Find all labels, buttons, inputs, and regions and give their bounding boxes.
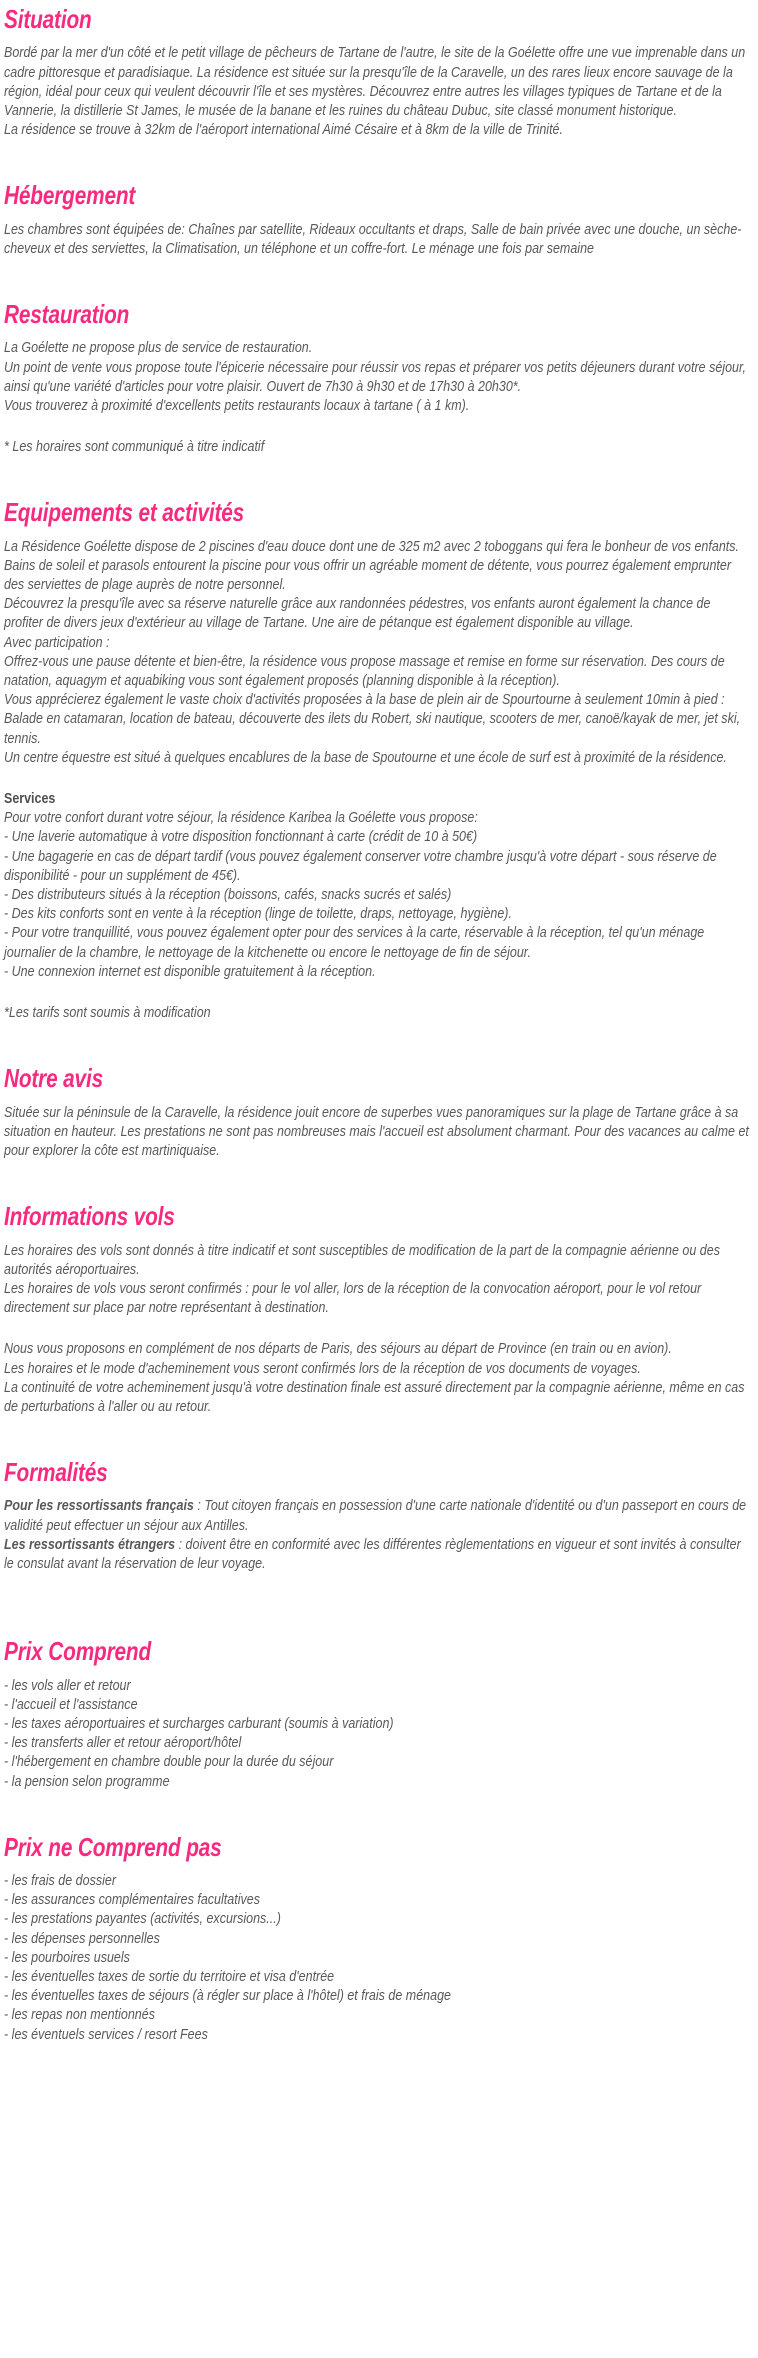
vols-paragraph-2: Les horaires de vols vous seront confirmés : pour le vol aller, lors de la réception de la convocation aéroport, pour le vol retour directement sur place par notre représentant à destination. <box>4 1280 702 1317</box>
section-title-equipements: Equipements et activités <box>4 497 245 528</box>
prix-comprend-item-5: - l'hébergement en chambre double pour la durée du séjour <box>4 1754 334 1771</box>
situation-title-wrap <box>4 6 750 33</box>
services-heading: Services <box>4 791 56 808</box>
prix-ne-comprend-item-8: - les repas non mentionnés <box>4 2007 155 2024</box>
prix-comprend-item-4: - les transferts aller et retour aéroport/hôtel <box>4 1735 242 1752</box>
section-informations-vols <box>4 1203 750 1417</box>
restauration-paragraph-3: Vous trouverez à proximité d'excellents petits restaurants locaux à tartane ( à 1 km). <box>4 397 470 414</box>
situation-paragraph-2: La résidence se trouve à 32km de l'aéroport international Aimé Césaire et à 8km de la ville de Trinité. <box>4 122 563 139</box>
formalites-entry-2-text: : doivent être en conformité avec les différentes règlementations en vigueur et sont invités à consulter le consulat avant la réservation de leur voyage. <box>4 1536 741 1573</box>
notre-avis-paragraph-1: Située sur la péninsule de la Caravelle, la résidence jouit encore de superbes vues panoramiques sur la plage de Tartane grâce à sa situation en hauteur. Les prestations ne sont pas nombreuses mais l'accueil est absolument charmant. Pour des vacances au calme et pour explorer la côte est martiniquaise. <box>4 1104 749 1159</box>
prix-ne-comprend-item-3: - les prestations payantes (activités, excursions...) <box>4 1911 281 1928</box>
restauration-title-wrap <box>4 301 750 328</box>
prix-comprend-item-6: - la pension selon programme <box>4 1773 170 1790</box>
equipements-title-wrap <box>4 499 750 526</box>
prix-ne-comprend-pas-title-wrap <box>4 1831 750 1862</box>
section-hebergement <box>4 182 750 259</box>
equipements-paragraph-2: Découvrez la presqu'île avec sa réserve naturelle grâce aux randonnées pédestres, vos enfants auront également la chance de profiter de divers jeux d'extérieur au village de Tartane. Une aire de pétanque est également disponible au village. <box>4 596 711 632</box>
vols-paragraph-4: Les horaires et le mode d'acheminement vous seront confirmés lors de la réception de vos documents de voyages. <box>4 1360 641 1377</box>
restauration-paragraph-2: Un point de vente vous propose toute l'épicerie nécessaire pour réussir vos repas et préparer vos petits déjeuners durant votre séjour, ainsi qu'une variété d'articles pour votre plaisir. Ouvert de 7h30 à 9h30 et de 17h30 à 20h30*. <box>4 359 746 395</box>
hebergement-paragraph-1: Les chambres sont équipées de: Chaînes par satellite, Rideaux occultants et draps, Salle de bain privée avec une douche, un sèche-cheveux et des serviettes, la Climatisation, un téléphone et un coffre-fort. Le ménage une fois par semaine <box>4 221 742 257</box>
services-footnote: *Les tarifs sont soumis à modification <box>4 1005 211 1022</box>
section-equipements <box>4 499 750 1023</box>
section-prix-comprend <box>4 1638 750 1792</box>
equipements-paragraph-5: Vous apprécierez également le vaste choix d'activités proposées à la base de plein air de Spourtourne à seulement 10min à pied : Balade en catamaran, location de bateau, découverte des ilets du Robert, ski nautique, scooters de mer, canoë/kayak de mer, jet ski, tennis. <box>4 692 741 747</box>
section-prix-ne-comprend-pas <box>4 1831 750 2045</box>
vols-paragraph-3: Nous vous proposons en complément de nos départs de Paris, des séjours au départ de Province (en train ou en avion). <box>4 1341 672 1358</box>
prix-comprend-item-1: - les vols aller et retour <box>4 1677 131 1694</box>
section-title-formalites: Formalités <box>4 1457 108 1488</box>
prix-comprend-item-3: - les taxes aéroportuaires et surcharges carburant (soumis à variation) <box>4 1715 394 1732</box>
equipements-paragraph-3: Avec participation : <box>4 634 110 651</box>
section-restauration <box>4 301 750 457</box>
services-item-6: - Une connexion internet est disponible gratuitement à la réception. <box>4 963 376 980</box>
prix-ne-comprend-item-1: - les frais de dossier <box>4 1873 117 1890</box>
situation-paragraph-1: Bordé par la mer d'un côté et le petit village de pêcheurs de Tartane de l'autre, le site de la Goélette offre une vue imprenable dans un cadre pittoresque et paradisiaque. La résidence est située sur la presqu'île de la Caravelle, un des rares lieux encore sauvage de la région, idéal pour ceux qui veulent découvrir l'île et ses mystères. Découvrez entre autres les villages typiques de Tartane et de la Vannerie, la distillerie St James, le musée de la banane et les ruines du château Dubuc, site classé monument historique. <box>4 45 746 119</box>
section-notre-avis <box>4 1065 750 1161</box>
formalites-title-wrap <box>4 1459 750 1486</box>
prix-ne-comprend-item-4: - les dépenses personnelles <box>4 1930 160 1947</box>
section-title-informations-vols: Informations vols <box>4 1201 175 1232</box>
notre-avis-title-wrap <box>4 1065 750 1092</box>
formalites-entry-1-text: : Tout citoyen français en possession d'une carte nationale d'identité ou d'un passeport en cours de validité peut effectuer un séjour aux Antilles. <box>4 1498 747 1534</box>
services-item-2: - Une bagagerie en cas de départ tardif (vous pouvez également conserver votre chambre jusqu'à votre départ - sous réserve de disponibilité - pour un supplément de 45€). <box>4 848 717 884</box>
section-title-hebergement: Hébergement <box>4 180 136 211</box>
prix-ne-comprend-item-7: - les éventuelles taxes de séjours (à régler sur place à l'hôtel) et frais de ménage <box>4 1988 452 2005</box>
vols-paragraph-1: Les horaires des vols sont donnés à titre indicatif et sont susceptibles de modification de la part de la compagnie aérienne ou des autorités aéroportuaires. <box>4 1242 720 1278</box>
formalites-entry-2 <box>4 1536 750 1574</box>
services-item-5: - Pour votre tranquillité, vous pouvez également opter pour des services à la carte, réservable à la réception, tel qu'un ménage journalier de la chambre, le nettoyage de la kitchenette ou encore le nettoyage de fin de séjour. <box>4 925 705 961</box>
vols-paragraph-5: La continuité de votre acheminement jusqu'à votre destination finale est assuré directement par la compagnie aérienne, même en cas de perturbations à l'aller ou au retour. <box>4 1379 745 1415</box>
section-title-prix-ne-comprend-pas: Prix ne Comprend pas <box>4 1831 222 1862</box>
services-item-3: - Des distributeurs situés à la réception (boissons, cafés, snacks sucrés et salés) <box>4 887 452 904</box>
services-item-1: - Une laverie automatique à votre disposition fonctionnant à carte (crédit de 10 à 50€) <box>4 829 478 846</box>
informations-vols-title-wrap <box>4 1203 750 1230</box>
prix-ne-comprend-item-6: - les éventuelles taxes de sortie du territoire et visa d'entrée <box>4 1969 335 1986</box>
formalites-entry-1-label: Pour les ressortissants français <box>4 1498 194 1515</box>
section-title-notre-avis: Notre avis <box>4 1063 103 1094</box>
restauration-footnote: * Les horaires sont communiqué à titre indicatif <box>4 439 265 456</box>
prix-ne-comprend-item-5: - les pourboires usuels <box>4 1949 130 1966</box>
section-title-prix-comprend: Prix Comprend <box>4 1636 152 1667</box>
equipements-paragraph-1: La Résidence Goélette dispose de 2 piscines d'eau douce dont une de 325 m2 avec 2 toboggans qui fera le bonheur de vos enfants. Bains de soleil et parasols entourent la piscine pour vous offrir un agréable moment de détente, vous pourrez également emprunter des serviettes de plage auprès de notre personnel. <box>4 538 740 594</box>
section-title-restauration: Restauration <box>4 299 130 330</box>
services-subsection <box>4 790 750 1023</box>
formalites-entry-1 <box>4 1497 750 1535</box>
section-situation <box>4 6 750 140</box>
section-formalites <box>4 1459 750 1574</box>
prix-comprend-item-2: - l'accueil et l'assistance <box>4 1696 138 1713</box>
services-item-4: - Des kits conforts sont en vente à la réception (linge de toilette, draps, nettoyage, hygiène). <box>4 906 512 923</box>
formalites-entry-2-label: Les ressortissants étrangers <box>4 1536 176 1553</box>
prix-ne-comprend-item-9: - les éventuels services / resort Fees <box>4 2026 208 2043</box>
services-intro: Pour votre confort durant votre séjour, la résidence Karibea la Goélette vous propose: <box>4 810 478 827</box>
equipements-paragraph-6: Un centre équestre est situé à quelques encablures de la base de Spoutourne et une école de surf est à proximité de la résidence. <box>4 749 727 766</box>
section-title-situation: Situation <box>4 4 92 34</box>
restauration-paragraph-1: La Goélette ne propose plus de service de restauration. <box>4 340 313 357</box>
prix-ne-comprend-item-2: - les assurances complémentaires facultatives <box>4 1892 260 1909</box>
hebergement-title-wrap <box>4 182 750 209</box>
equipements-paragraph-4: Offrez-vous une pause détente et bien-être, la résidence vous propose massage et remise en forme sur réservation. Des cours de natation, aquagym et aquabiking vous sont également proposés (planning disponible à la réception). <box>4 653 725 690</box>
prix-comprend-title-wrap <box>4 1638 750 1665</box>
